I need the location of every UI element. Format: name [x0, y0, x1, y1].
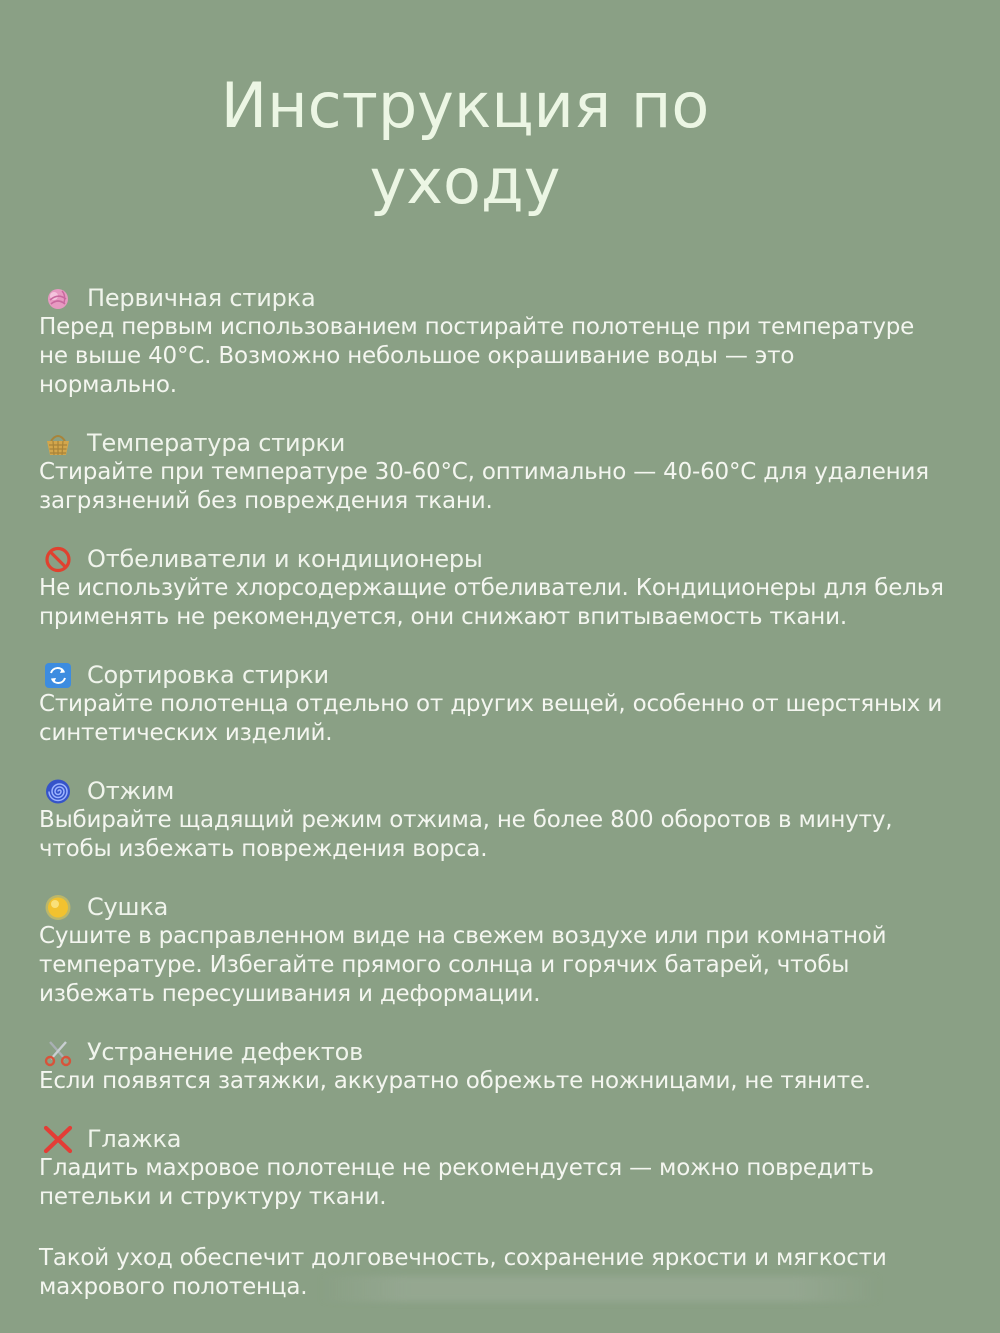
section-heading-text: Сортировка стирки: [87, 661, 329, 689]
section-body: [39, 574, 989, 632]
section-wash-temperature: [39, 429, 989, 516]
section-heading-text: Первичная стирка: [87, 284, 316, 312]
section-body-line: Стирайте при температуре 30-60°С, оптимально — 40-60°С для удаления: [39, 459, 929, 485]
outro-line: махрового полотенца.: [39, 1274, 308, 1300]
section-body-line: загрязнений без повреждения ткани.: [39, 488, 493, 514]
cross-mark-icon: [41, 1125, 75, 1154]
no-entry-icon: [41, 545, 75, 574]
section-heading-text: Отбеливатели и кондиционеры: [87, 545, 483, 573]
section-body: [39, 313, 989, 400]
section-body-line: Перед первым использованием постирайте полотенце при температуре: [39, 314, 915, 340]
section-heading: [39, 893, 989, 922]
section-heading: [39, 545, 989, 574]
section-body-line: Сушите в расправленном виде на свежем воздухе или при комнатной: [39, 923, 887, 949]
section-body-line: Выбирайте щадящий режим отжима, не более 800 оборотов в минуту,: [39, 807, 893, 833]
section-heading-text: Сушка: [87, 893, 169, 921]
section-body-line: Стирайте полотенца отдельно от других вещей, особенно от шерстяных и: [39, 691, 943, 717]
section-drying: [39, 893, 989, 1009]
section-body: [39, 922, 989, 1009]
section-body-line: чтобы избежать повреждения ворса.: [39, 836, 488, 862]
section-body: [39, 806, 989, 864]
section-body: [39, 458, 989, 516]
section-body: [39, 690, 989, 748]
arrows-cycle-icon: [41, 661, 75, 690]
page-title-line-2: уходу: [369, 145, 561, 218]
yarn-ball-icon: [41, 284, 75, 313]
section-body-line: петельки и структуру ткани.: [39, 1184, 387, 1210]
care-sections: [39, 284, 989, 1212]
section-body: [39, 1154, 989, 1212]
section-heading-text: Отжим: [87, 777, 175, 805]
section-body-line: Гладить махровое полотенце не рекомендуется — можно повредить: [39, 1155, 874, 1181]
scissors-icon: [41, 1038, 75, 1067]
section-heading-text: Устранение дефектов: [87, 1038, 364, 1066]
section-heading-text: Глажка: [87, 1125, 182, 1153]
section-defects: [39, 1038, 989, 1096]
section-heading: [39, 777, 989, 806]
basket-icon: [41, 429, 75, 458]
section-heading: [39, 429, 989, 458]
section-body-line: применять не рекомендуется, они снижают впитываемость ткани.: [39, 604, 847, 630]
section-sorting: [39, 661, 989, 748]
page-title: [210, 68, 720, 220]
blurred-overlay: [320, 1276, 880, 1302]
section-first-wash: [39, 284, 989, 400]
page-title-line-1: Инструкция по: [220, 69, 710, 142]
spiral-icon: [41, 777, 75, 806]
section-body-line: Если появятся затяжки, аккуратно обрежьте ножницами, не тяните.: [39, 1068, 872, 1094]
section-spin: [39, 777, 989, 864]
section-body-line: избежать пересушивания и деформации.: [39, 981, 541, 1007]
section-heading: [39, 284, 989, 313]
section-body-line: температуре. Избегайте прямого солнца и горячих батарей, чтобы: [39, 952, 850, 978]
section-heading: [39, 1038, 989, 1067]
section-heading: [39, 1125, 989, 1154]
section-body-line: синтетических изделий.: [39, 720, 333, 746]
section-ironing: [39, 1125, 989, 1212]
section-heading: [39, 661, 989, 690]
section-body-line: Не используйте хлорсодержащие отбеливатели. Кондиционеры для белья: [39, 575, 944, 601]
section-body: [39, 1067, 989, 1096]
section-bleach-softener: [39, 545, 989, 632]
section-heading-text: Температура стирки: [87, 429, 346, 457]
outro-line: Такой уход обеспечит долговечность, сохранение яркости и мягкости: [39, 1245, 887, 1271]
section-body-line: не выше 40°С. Возможно небольшое окрашивание воды — это: [39, 343, 795, 369]
section-body-line: нормально.: [39, 372, 177, 398]
sun-icon: [41, 893, 75, 922]
